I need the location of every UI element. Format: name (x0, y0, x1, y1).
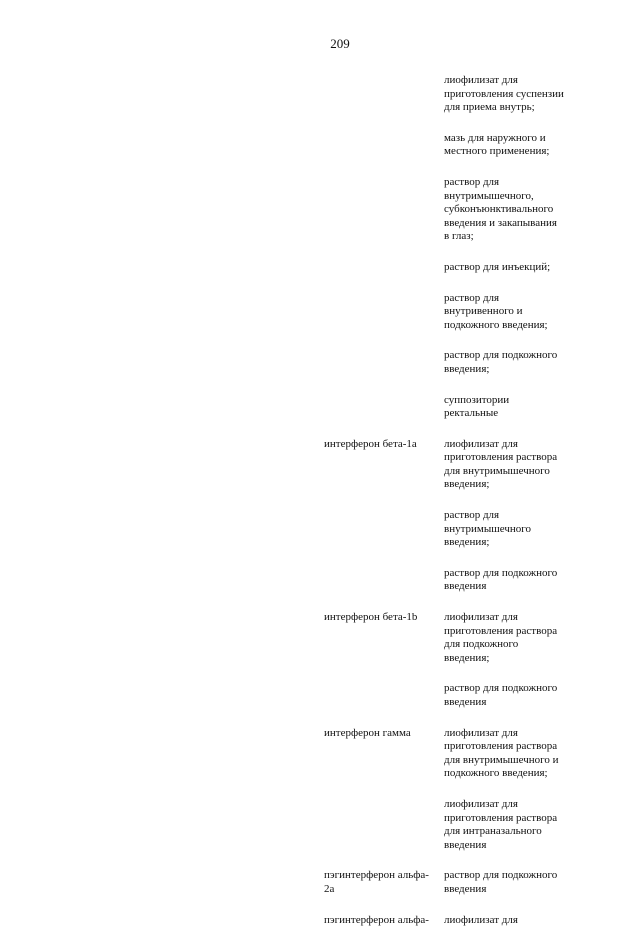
dosage-forms (444, 727, 594, 853)
dosage-forms (444, 438, 594, 594)
page-number: 209 (330, 36, 350, 51)
dosage-form: раствор для подкожного введения; (444, 349, 558, 375)
dosage-form: лиофилизат для приготовления раствора для внутримышечного введения; (444, 437, 558, 491)
dosage-forms (444, 869, 594, 896)
dosage-form: лиофилизат для приготовления суспензии для приема внутрь; (444, 74, 564, 114)
dosage-form: раствор для инъекций; (444, 260, 551, 273)
dosage-form: суппозитории ректальные (444, 393, 510, 420)
drug-name: интерферон бета-1b (324, 611, 418, 624)
table-row (0, 727, 640, 853)
table-row (0, 438, 640, 594)
drug-table (0, 74, 640, 944)
dosage-form: лиофилизат для приготовления раствора для интраназального введения (444, 797, 558, 851)
table-row (0, 869, 640, 896)
dosage-form: лиофилизат для приготовления раствора для подкожного введения; (444, 611, 558, 664)
drug-name: интерферон гамма (324, 726, 411, 739)
table-row (0, 611, 640, 710)
dosage-form: лиофилизат для (444, 913, 518, 926)
dosage-forms (444, 74, 594, 421)
table-row (0, 74, 640, 421)
dosage-form: раствор для подкожного введения (444, 869, 558, 895)
drug-name: пэгинтерферон альфа- (324, 913, 429, 926)
drug-name: интерферон бета-1а (324, 437, 417, 450)
dosage-form: лиофилизат для приготовления раствора для внутримышечного и подкожного введения; (444, 726, 559, 780)
drug-name: пэгинтерферон альфа- 2а (324, 869, 429, 895)
dosage-forms (444, 914, 594, 928)
dosage-form: раствор для подкожного введения (444, 682, 558, 708)
dosage-forms (444, 611, 594, 710)
dosage-form: раствор для внутримышечного, субконъюнктивального введения и закапывания в глаз; (444, 175, 557, 243)
dosage-form: мазь для наружного и местного применения; (444, 131, 550, 158)
table-row (0, 914, 640, 928)
dosage-form: раствор для подкожного введения (444, 566, 558, 593)
dosage-form: раствор для внутримышечного введения; (444, 509, 531, 549)
dosage-form: раствор для внутривенного и подкожного введения; (444, 291, 548, 331)
